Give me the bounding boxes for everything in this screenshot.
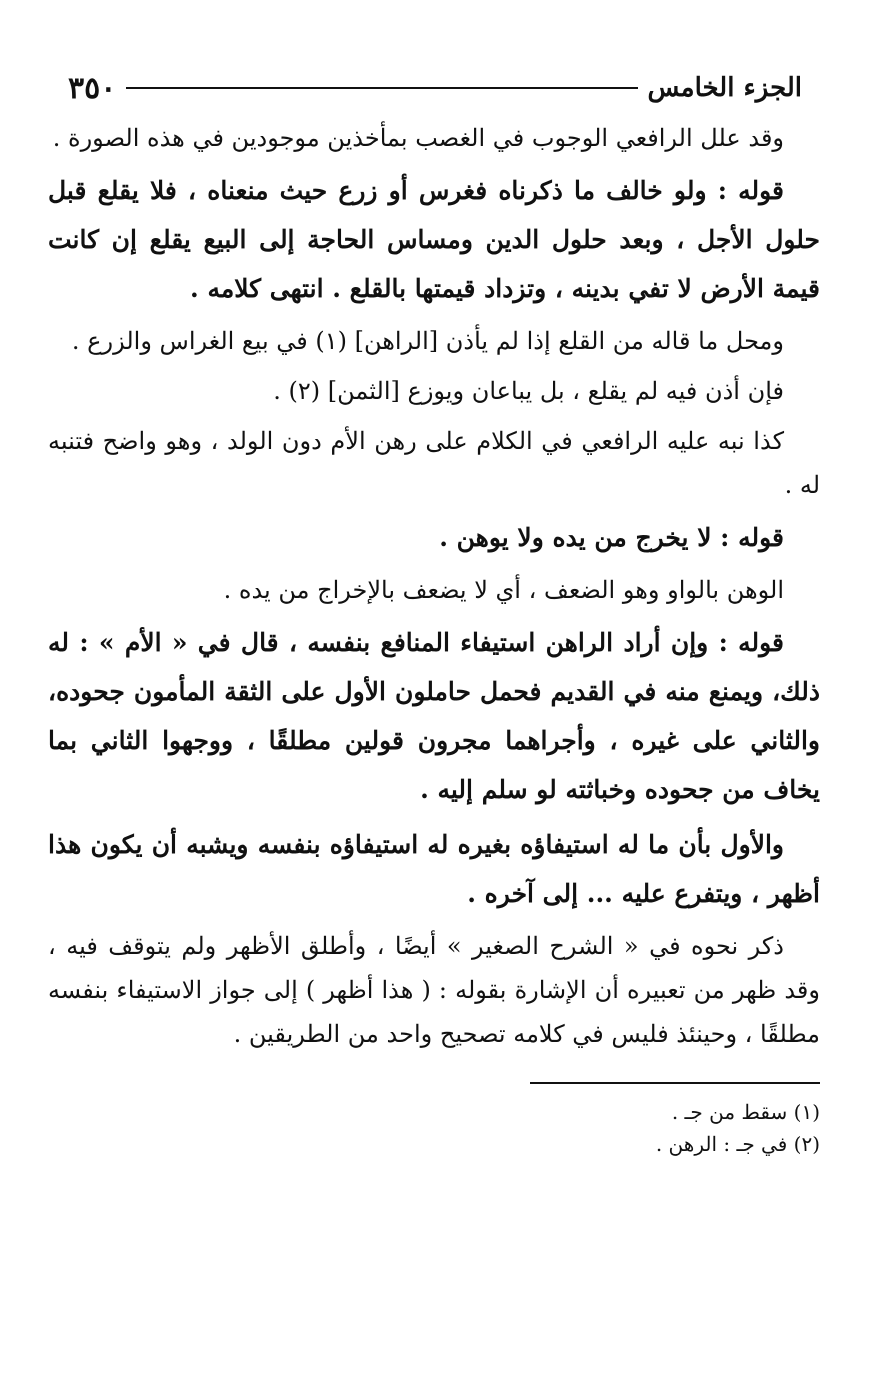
page-number: ٣٥٠ bbox=[68, 70, 117, 106]
paragraph: الوهن بالواو وهو الضعف ، أي لا يضعف بالإخراج من يده . bbox=[223, 576, 784, 604]
body-text bbox=[48, 116, 820, 1056]
paragraph: قوله : وإن أراد الراهن استيفاء المنافع بنفسه ، قال في « الأم » : له ذلك، ويمنع منه في القديم فحمل حاملون الأول على الثقة المأمون جحوده، والثاني على غيره ، وأجراهما مجرون قولين مطلقًا ، ووجهوا الثاني بما يخاف من جحوده وخباثته لو سلم إليه . bbox=[48, 628, 820, 804]
paragraph: ومحل ما قاله من القلع إذا لم يأذن [الراهن] (١) في بيع الغراس والزرع . bbox=[71, 327, 784, 355]
footnotes bbox=[48, 1096, 820, 1160]
paragraph: ذكر نحوه في « الشرح الصغير » أيضًا ، وأطلق الأظهر ولم يتوقف فيه ، وقد ظهر من تعبيره أن الإشارة بقوله : ( هذا أظهر ) إلى جواز الاستيفاء بنفسه مطلقًا ، وحينئذ فليس في كلامه تصحيح واحد من الطريقين . bbox=[48, 932, 820, 1048]
paragraph: قوله : ولو خالف ما ذكرناه فغرس أو زرع حيث منعناه ، فلا يقلع قبل حلول الأجل ، وبعد حلول الدين ومساس الحاجة إلى البيع يقلع إن كانت قيمة الأرض لا تفي بدينه ، وتزداد قيمتها بالقلع . انتهى كلامه . bbox=[48, 176, 820, 303]
footnote-rule bbox=[530, 1082, 820, 1084]
footnote: (٢) في جـ : الرهن . bbox=[655, 1132, 820, 1156]
book-page bbox=[48, 60, 820, 1160]
paragraph: فإن أذن فيه لم يقلع ، بل يباعان ويوزع [الثمن] (٢) . bbox=[273, 377, 784, 405]
paragraph: قوله : لا يخرج من يده ولا يوهن . bbox=[439, 523, 784, 552]
paragraph: كذا نبه عليه الرافعي في الكلام على رهن الأم دون الولد ، وهو واضح فتنبه له . bbox=[48, 427, 820, 499]
paragraph: والأول بأن ما له استيفاؤه بغيره له استيفاؤه بنفسه ويشبه أن يكون هذا أظهر ، ويتفرع عليه ... إلى آخره . bbox=[48, 830, 820, 908]
header-rule bbox=[126, 87, 637, 89]
running-title: الجزء الخامس bbox=[647, 73, 802, 103]
footnote: (١) سقط من جـ . bbox=[671, 1100, 820, 1124]
page-header bbox=[48, 60, 820, 116]
paragraph: وقد علل الرافعي الوجوب في الغصب بمأخذين موجودين في هذه الصورة . bbox=[52, 124, 784, 152]
